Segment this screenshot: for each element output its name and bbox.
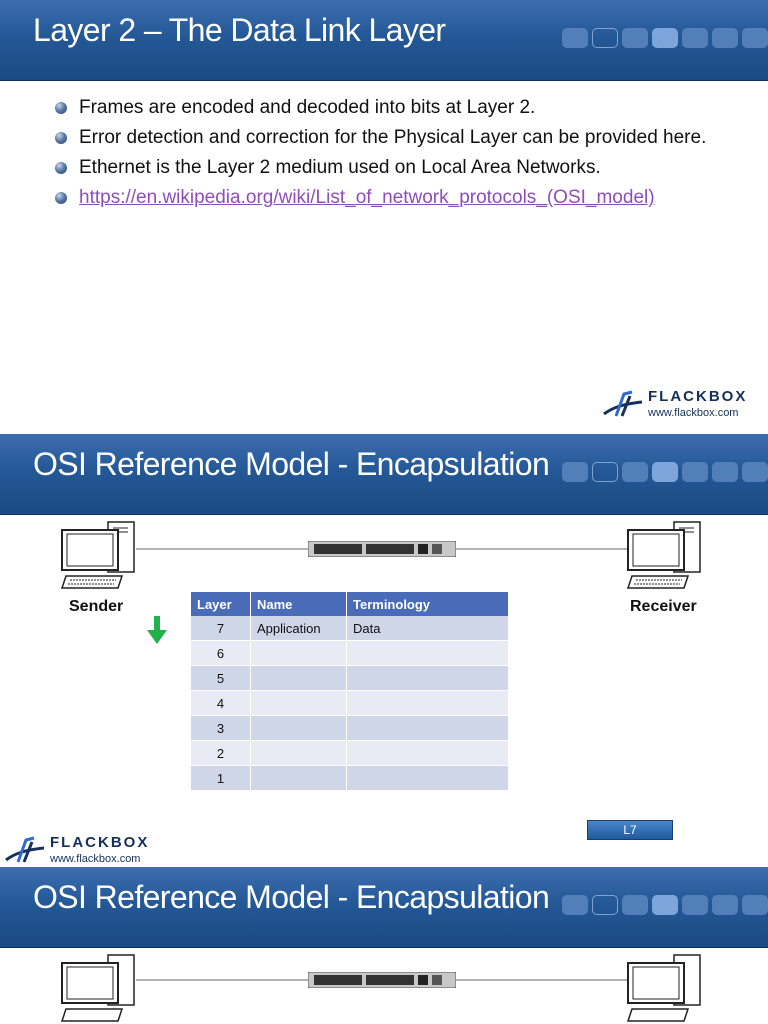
l7-badge: L7 (587, 820, 673, 840)
flackbox-logo-icon (4, 834, 52, 864)
switch-icon (308, 972, 456, 988)
decorative-dots (562, 462, 768, 482)
sender-label: Sender (69, 598, 124, 615)
sender-computer-icon (58, 953, 138, 1023)
slide-title: Layer 2 – The Data Link Layer (33, 12, 446, 48)
bullet-icon (55, 132, 67, 144)
table-row: 1 (191, 766, 509, 791)
table-row: 7 Application Data (191, 616, 509, 641)
logo-brand: FLACKBOX (50, 834, 150, 851)
bullet-icon (55, 192, 67, 204)
logo-brand: FLACKBOX (648, 388, 748, 405)
sender-computer-icon (58, 520, 138, 590)
slide-osi-encapsulation (0, 434, 768, 866)
table-row: 4 (191, 691, 509, 716)
header-name: Name (251, 592, 347, 616)
title-bar (0, 867, 768, 948)
osi-layers-table (191, 592, 509, 791)
bullet-item: Frames are encoded and decoded into bits at Layer 2. (55, 96, 745, 120)
switch-icon (308, 541, 456, 557)
flackbox-logo (602, 388, 762, 422)
receiver-computer-icon (624, 520, 704, 590)
slide-title: OSI Reference Model - Encapsulation (33, 879, 550, 915)
bullet-list (55, 96, 745, 216)
slide-data-link-layer (0, 0, 768, 432)
table-header-row (191, 592, 509, 616)
down-arrow-icon (147, 616, 167, 646)
flackbox-logo-icon (602, 388, 650, 418)
title-bar (0, 0, 768, 81)
logo-url: www.flackbox.com (50, 853, 141, 865)
slide-title: OSI Reference Model - Encapsulation (33, 446, 550, 482)
logo-url: www.flackbox.com (648, 407, 739, 419)
receiver-computer-icon (624, 953, 704, 1023)
wikipedia-link[interactable]: https://en.wikipedia.org/wiki/List_of_network_protocols_(OSI_model) (79, 187, 655, 208)
decorative-dots (562, 895, 768, 915)
receiver-label: Receiver (630, 598, 697, 615)
bullet-icon (55, 102, 67, 114)
bullet-item: Ethernet is the Layer 2 medium used on Local Area Networks. (55, 156, 745, 180)
header-terminology: Terminology (347, 592, 509, 616)
bullet-item (55, 186, 745, 210)
table-row: 6 (191, 641, 509, 666)
table-row: 3 (191, 716, 509, 741)
slide-osi-encapsulation-2 (0, 867, 768, 1024)
table-row: 2 (191, 741, 509, 766)
table-row: 5 (191, 666, 509, 691)
title-bar (0, 434, 768, 515)
bullet-icon (55, 162, 67, 174)
flackbox-logo (4, 834, 164, 866)
header-layer: Layer (191, 592, 251, 616)
decorative-dots (562, 28, 768, 48)
bullet-item: Error detection and correction for the Physical Layer can be provided here. (55, 126, 745, 150)
